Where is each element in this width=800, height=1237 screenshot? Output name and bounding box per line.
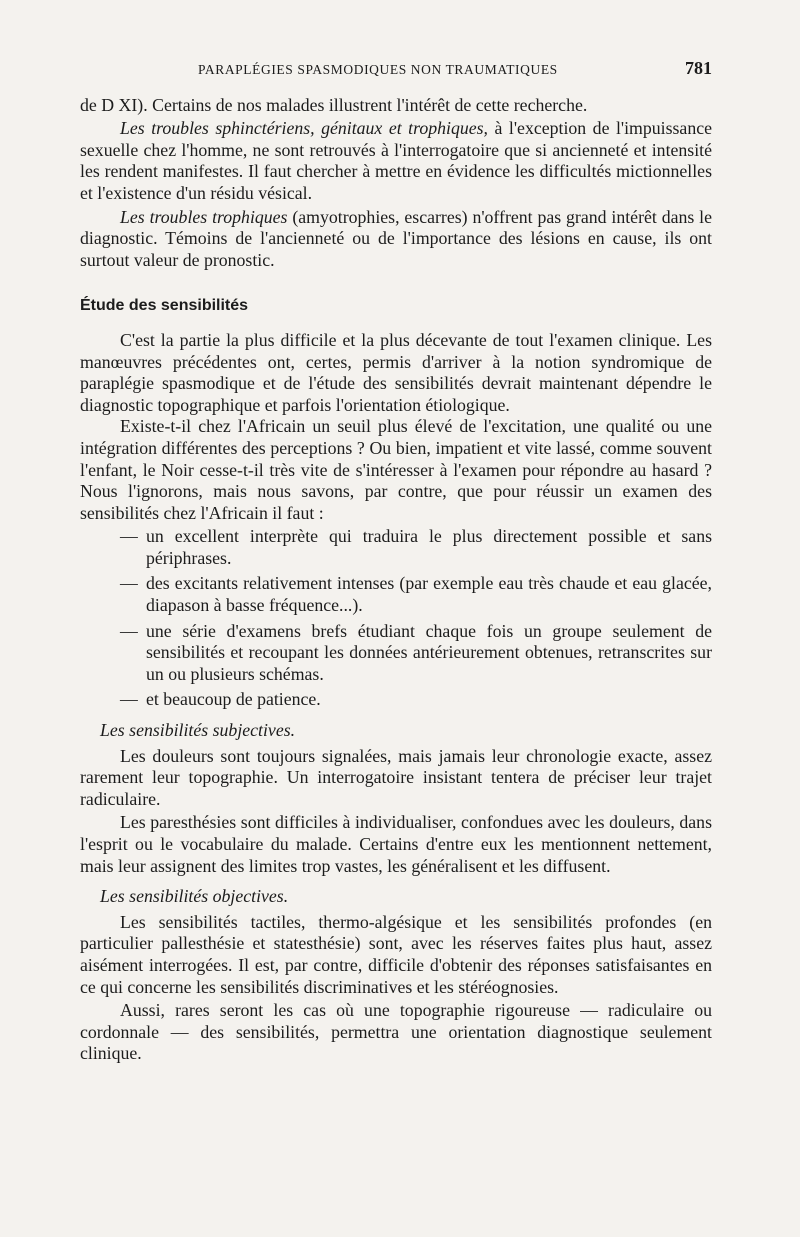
running-title: PARAPLÉGIES SPASMODIQUES NON TRAUMATIQUES (198, 62, 558, 77)
list-dash: — (120, 620, 138, 641)
list-dash: — (120, 573, 138, 594)
intro-paragraph-2-text: à l'exception de l'impuissance sexuelle chez l'homme, ne sont retrouvés à l'interrogatoire que si ancienneté et intensité les rendent manifestes. Il faut chercher à mettre en évidence les difficultés mictionnelles et l'existence d'un résidu vésical. (80, 118, 713, 203)
subheading-subjective: Les sensibilités subjectives. (100, 720, 296, 741)
section-paragraph-2: Existe-t-il chez l'Africain un seuil plus élevé de l'excitation, une qualité ou une intégration différentes des perceptions ? Ou bien, impatient et vite lassé, comme souvent l'enfant, le Noir cesse-t-il très vite de s'intéresser à l'examen pour répondre au hasard ? Nous l'ignorons, mais nous savons, par contre, que pour réussir un examen des sensibilités chez l'Africain il faut : (80, 416, 712, 523)
intro-paragraph-2 (80, 118, 712, 204)
intro-paragraph-2-lead: Les troubles sphinctériens, génitaux et trophiques, (120, 118, 489, 139)
list-item (80, 526, 712, 569)
section-heading: Étude des sensibilités (80, 297, 249, 315)
list-item-text: et beaucoup de patience. (146, 689, 321, 710)
list-dash: — (120, 526, 138, 547)
list-dash: — (120, 689, 138, 710)
objective-paragraph-1: Les sensibilités tactiles, thermo-algésique et les sensibilités profondes (en particulier pallesthésie et statesthésie) sont, avec les réserves faites plus haut, assez aisément interrogées. Il est, par contre, difficile d'obtenir des réponses satisfaisantes en ce qui concerne les sensibilités discriminatives et les stéréognosies. (80, 911, 712, 997)
list-item (80, 689, 712, 711)
page-number: 781 (685, 58, 712, 78)
list-item (80, 621, 712, 686)
requirements-list (80, 526, 712, 711)
subjective-paragraph-2: Les paresthésies sont difficiles à individualiser, confondues avec les douleurs, dans l'esprit ou le vocabulaire du malade. Certains d'entre eux les mentionnent nettement, mais leur assignent des limites trop vastes, les généralisent et les diffusent. (80, 812, 712, 876)
subheading-objective: Les sensibilités objectives. (100, 886, 289, 907)
intro-paragraph-3 (80, 207, 712, 272)
list-item-text: des excitants relativement intenses (par exemple eau très chaude et eau glacée, diapason à basse fréquence...). (146, 573, 712, 616)
intro-paragraph-3-text: (amyotrophies, escarres) n'offrent pas grand intérêt dans le diagnostic. Témoins de l'ancienneté ou de l'importance des lésions en cause, ils ont surtout valeur de pronostic. (80, 206, 712, 270)
intro-paragraph-1: de D XI). Certains de nos malades illustrent l'intérêt de cette recherche. (80, 94, 588, 115)
page-body (80, 58, 712, 1065)
list-item-text: une série d'examens brefs étudiant chaque fois un groupe seulement de sensibilités et recoupant les données antérieurement obtenues, retranscrites sur un ou plusieurs schémas. (146, 620, 712, 684)
objective-paragraph-2: Aussi, rares seront les cas où une topographie rigoureuse — radiculaire ou cordonnale — des sensibilités, permettra une orientation diagnostique seulement clinique. (80, 1000, 712, 1064)
list-item (80, 573, 712, 616)
section-paragraph-1: C'est la partie la plus difficile et la plus décevante de tout l'examen clinique. Les manœuvres précédentes ont, certes, permis d'arriver à la notion syndromique de paraplégie spasmodique et de l'étude des sensibilités devrait maintenant dépendre le diagnostic topographique et parfois l'orientation étiologique. (80, 329, 712, 415)
page-header (198, 58, 712, 81)
intro-paragraph-3-lead: Les troubles trophiques (120, 206, 288, 227)
list-item-text: un excellent interprète qui traduira le plus directement possible et sans périphrases. (146, 526, 712, 568)
subjective-paragraph-1: Les douleurs sont toujours signalées, mais jamais leur chronologie exacte, assez rarement leur topographie. Un interrogatoire insistant tentera de préciser leur trajet radiculaire. (80, 745, 712, 809)
